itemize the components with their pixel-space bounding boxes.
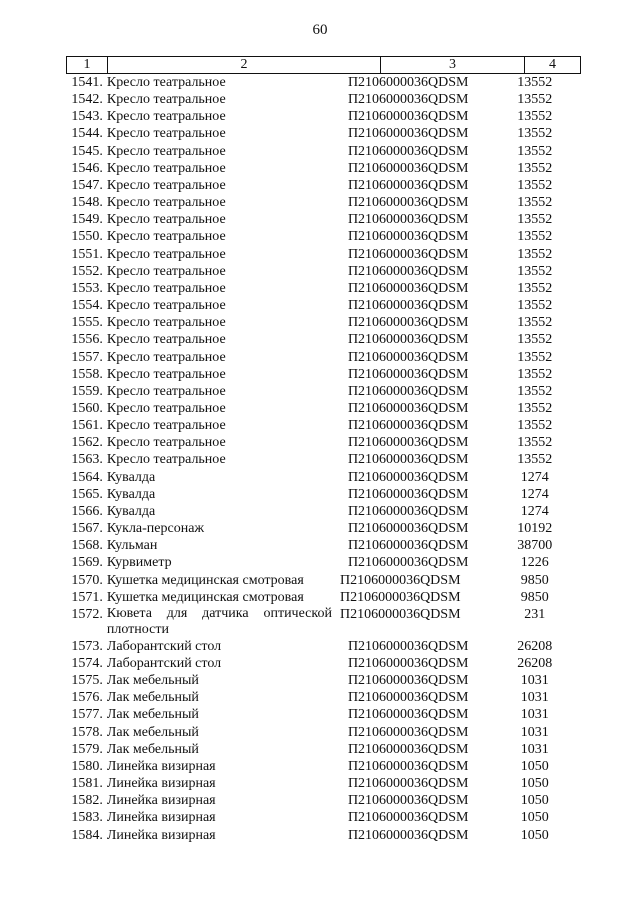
item-code: П2106000036QDSM — [347, 383, 469, 399]
table-row — [66, 366, 581, 383]
table-body — [66, 74, 581, 844]
item-name: Кушетка медицинская смотровая — [106, 589, 304, 605]
item-name: Лак мебельный — [106, 741, 199, 757]
item-value: 1031 — [520, 690, 549, 706]
item-code: П2106000036QDSM — [347, 555, 469, 571]
item-name: Кресло театральное — [106, 92, 226, 108]
table-row — [66, 792, 581, 809]
item-value: 13552 — [517, 75, 553, 90]
row-number: 1553. — [71, 280, 103, 296]
table-row — [66, 469, 581, 486]
item-name: Лаборантский стол — [106, 638, 222, 654]
table-row — [66, 520, 581, 537]
row-number: 1573. — [71, 638, 103, 654]
item-code: П2106000036QDSM — [347, 143, 469, 159]
item-code: П2106000036QDSM — [347, 810, 469, 826]
item-code: П2106000036QDSM — [347, 656, 469, 671]
item-name: Кресло театральное — [106, 315, 226, 331]
item-value: 13552 — [517, 366, 553, 382]
item-value: 1031 — [520, 673, 549, 689]
item-value: 9850 — [520, 572, 549, 588]
table-row — [66, 74, 581, 91]
item-code: П2106000036QDSM — [347, 827, 469, 843]
row-number: 1551. — [71, 246, 103, 262]
item-value: 13552 — [517, 435, 553, 451]
item-value: 13552 — [517, 177, 553, 193]
item-value: 13552 — [517, 452, 553, 468]
item-value: 1050 — [520, 758, 549, 774]
table-row — [66, 775, 581, 792]
item-name: Кувалда — [106, 486, 156, 502]
table-row — [66, 417, 581, 434]
item-code: П2106000036QDSM — [347, 366, 469, 382]
item-value: 1050 — [520, 776, 549, 792]
item-name: Кресло театральное — [106, 177, 226, 193]
item-value: 1031 — [520, 724, 549, 740]
item-code: П2106000036QDSM — [347, 195, 469, 211]
item-name: Линейка визирная — [106, 810, 216, 826]
item-name: Кресло театральное — [106, 246, 226, 262]
row-number: 1547. — [71, 177, 103, 193]
item-code: П2106000036QDSM — [347, 349, 469, 365]
item-code: П2106000036QDSM — [347, 418, 469, 434]
item-value: 1226 — [520, 555, 549, 571]
item-code: П2106000036QDSM — [347, 707, 469, 723]
row-number: 1544. — [71, 126, 103, 142]
item-name: Кресло театральное — [106, 332, 226, 348]
item-name: Лаборантский стол — [106, 656, 222, 671]
item-value: 13552 — [517, 109, 553, 125]
item-code: П2106000036QDSM — [347, 332, 469, 348]
item-code: П2106000036QDSM — [347, 486, 469, 502]
item-name: Кресло театральное — [106, 298, 226, 314]
item-code: П2106000036QDSM — [347, 452, 469, 468]
table-row — [66, 331, 581, 348]
row-number: 1583. — [71, 810, 103, 826]
row-number: 1560. — [71, 400, 103, 416]
row-number: 1584. — [71, 827, 103, 843]
row-number: 1559. — [71, 383, 103, 399]
row-number: 1549. — [71, 212, 103, 228]
item-name: Кресло театральное — [106, 195, 226, 211]
table-row — [66, 349, 581, 366]
item-value: 1274 — [520, 469, 549, 485]
item-name: Линейка визирная — [106, 793, 216, 809]
item-value: 13552 — [517, 400, 553, 416]
table-row — [66, 160, 581, 177]
table-row — [66, 741, 581, 758]
item-name: Курвиметр — [106, 555, 172, 571]
item-code: П2106000036QDSM — [347, 263, 469, 279]
row-number: 1541. — [71, 75, 103, 90]
row-number: 1580. — [71, 758, 103, 774]
item-name: Кресло театральное — [106, 263, 226, 279]
item-value: 13552 — [517, 349, 553, 365]
item-code: П2106000036QDSM — [347, 776, 469, 792]
table-row — [66, 246, 581, 263]
table-row — [66, 809, 581, 826]
row-number: 1543. — [71, 109, 103, 125]
table-row — [66, 554, 581, 571]
item-value: 10192 — [517, 521, 553, 537]
row-number: 1570. — [71, 572, 103, 588]
row-number: 1568. — [71, 538, 103, 554]
row-number: 1567. — [71, 521, 103, 537]
item-value: 13552 — [517, 160, 553, 176]
table-row — [66, 537, 581, 554]
item-name: Лак мебельный — [106, 724, 199, 740]
item-name: Кувалда — [106, 503, 156, 519]
table-row — [66, 314, 581, 331]
table-row — [66, 451, 581, 468]
table-header — [66, 56, 581, 74]
row-number: 1554. — [71, 298, 103, 314]
item-value: 13552 — [517, 280, 553, 296]
table-row — [66, 655, 581, 672]
table-row — [66, 383, 581, 400]
item-name: Кресло театральное — [106, 212, 226, 228]
item-name: Кресло театральное — [106, 126, 226, 142]
table-row — [66, 503, 581, 520]
item-value: 13552 — [517, 315, 553, 331]
item-code: П2106000036QDSM — [347, 298, 469, 314]
item-value: 13552 — [517, 263, 553, 279]
item-name: Кювета для датчика оптической плотности — [106, 605, 332, 637]
item-code: П2106000036QDSM — [347, 280, 469, 296]
item-name: Кувалда — [106, 469, 156, 485]
table-row — [66, 400, 581, 417]
item-value: 13552 — [517, 298, 553, 314]
item-code: П2106000036QDSM — [347, 212, 469, 228]
item-code: П2106000036QDSM — [347, 435, 469, 451]
item-value: 1050 — [520, 827, 549, 843]
column-header-2: 2 — [108, 57, 381, 73]
item-name: Кресло театральное — [106, 229, 226, 245]
item-name: Лак мебельный — [106, 707, 199, 723]
row-number: 1574. — [71, 656, 103, 671]
row-number: 1556. — [71, 332, 103, 348]
row-number: 1581. — [71, 776, 103, 792]
item-name: Линейка визирная — [106, 776, 216, 792]
item-code: П2106000036QDSM — [347, 793, 469, 809]
item-value: 13552 — [517, 246, 553, 262]
row-number: 1552. — [71, 263, 103, 279]
item-code: П2106000036QDSM — [347, 315, 469, 331]
item-code: П2106000036QDSM — [347, 724, 469, 740]
column-header-3: 3 — [381, 57, 525, 73]
item-name: Кукла-персонаж — [106, 521, 205, 537]
row-number: 1562. — [71, 435, 103, 451]
row-number: 1563. — [71, 452, 103, 468]
table-row — [66, 589, 581, 606]
item-name: Кресло театральное — [106, 160, 226, 176]
table-row — [66, 125, 581, 142]
row-number: 1565. — [71, 486, 103, 502]
item-value: 13552 — [517, 126, 553, 142]
item-code: П2106000036QDSM — [347, 758, 469, 774]
item-value: 13552 — [517, 383, 553, 399]
item-name: Кресло театральное — [106, 418, 226, 434]
table-row — [66, 211, 581, 228]
item-code: П2106000036QDSM — [347, 538, 469, 554]
item-value: 1050 — [520, 793, 549, 809]
item-value: 38700 — [517, 538, 553, 554]
table-row — [66, 91, 581, 108]
item-code: П2106000036QDSM — [347, 469, 469, 485]
row-number: 1546. — [71, 160, 103, 176]
column-header-4: 4 — [549, 57, 556, 72]
item-value: 231 — [524, 606, 546, 622]
item-code: П2106000036QDSM — [347, 246, 469, 262]
item-value: 1050 — [520, 810, 549, 826]
item-name: Лак мебельный — [106, 673, 199, 689]
item-name: Кресло театральное — [106, 75, 226, 90]
table-row — [66, 724, 581, 741]
item-code: П2106000036QDSM — [347, 741, 469, 757]
item-code: П2106000036QDSM — [347, 92, 469, 108]
item-code: П2106000036QDSM — [347, 673, 469, 689]
row-number: 1550. — [71, 229, 103, 245]
item-code: П2106000036QDSM — [347, 521, 469, 537]
item-name: Кресло театральное — [106, 383, 226, 399]
table-row — [66, 263, 581, 280]
row-number: 1577. — [71, 707, 103, 723]
table-row — [66, 194, 581, 211]
item-value: 9850 — [520, 589, 549, 605]
table-row — [66, 486, 581, 503]
table-row — [66, 143, 581, 160]
item-name: Кресло театральное — [106, 400, 226, 416]
row-number: 1578. — [71, 724, 103, 740]
item-name: Линейка визирная — [106, 758, 216, 774]
row-number: 1548. — [71, 195, 103, 211]
item-code: П2106000036QDSM — [347, 160, 469, 176]
row-number: 1582. — [71, 793, 103, 809]
item-code: П2106000036QDSM — [339, 606, 461, 622]
item-value: 13552 — [517, 229, 553, 245]
table-row — [66, 177, 581, 194]
item-code: П2106000036QDSM — [347, 690, 469, 706]
item-value: 13552 — [517, 418, 553, 434]
item-name: Кресло театральное — [106, 143, 226, 159]
table-row — [66, 280, 581, 297]
table-row — [66, 434, 581, 451]
table-row — [66, 606, 581, 638]
item-name: Кресло театральное — [106, 349, 226, 365]
item-name: Линейка визирная — [106, 827, 216, 843]
row-number: 1545. — [71, 143, 103, 159]
row-number: 1572. — [71, 606, 103, 622]
item-code: П2106000036QDSM — [347, 229, 469, 245]
item-value: 13552 — [517, 332, 553, 348]
table-row — [66, 572, 581, 589]
table-row — [66, 108, 581, 125]
row-number: 1542. — [71, 92, 103, 108]
item-value: 1274 — [520, 503, 549, 519]
table-row — [66, 706, 581, 723]
item-code: П2106000036QDSM — [339, 589, 461, 605]
row-number: 1561. — [71, 418, 103, 434]
item-code: П2106000036QDSM — [347, 503, 469, 519]
item-code: П2106000036QDSM — [339, 572, 461, 588]
item-code: П2106000036QDSM — [347, 75, 469, 90]
row-number: 1571. — [71, 589, 103, 605]
item-code: П2106000036QDSM — [347, 126, 469, 142]
page-number: 60 — [312, 22, 328, 38]
table-row — [66, 758, 581, 775]
row-number: 1579. — [71, 741, 103, 757]
row-number: 1575. — [71, 673, 103, 689]
item-name: Кресло театральное — [106, 435, 226, 451]
item-value: 1031 — [520, 707, 549, 723]
item-value: 26208 — [517, 638, 553, 654]
table-row — [66, 638, 581, 655]
item-code: П2106000036QDSM — [347, 109, 469, 125]
row-number: 1555. — [71, 315, 103, 331]
table-row — [66, 228, 581, 245]
row-number: 1558. — [71, 366, 103, 382]
item-code: П2106000036QDSM — [347, 177, 469, 193]
item-code: П2106000036QDSM — [347, 400, 469, 416]
item-code: П2106000036QDSM — [347, 638, 469, 654]
item-name: Кушетка медицинская смотровая — [106, 572, 304, 588]
item-value: 1274 — [520, 486, 549, 502]
column-header-1: 1 — [67, 57, 108, 73]
row-number: 1569. — [71, 555, 103, 571]
item-name: Лак мебельный — [106, 690, 199, 706]
item-name: Кресло театральное — [106, 109, 226, 125]
item-name: Кресло театральное — [106, 280, 226, 296]
table-row — [66, 689, 581, 706]
row-number: 1566. — [71, 503, 103, 519]
item-value: 1031 — [520, 741, 549, 757]
item-name: Кресло театральное — [106, 452, 226, 468]
item-value: 26208 — [517, 656, 553, 671]
item-value: 13552 — [517, 92, 553, 108]
item-value: 13552 — [517, 212, 553, 228]
row-number: 1557. — [71, 349, 103, 365]
item-name: Кресло театральное — [106, 366, 226, 382]
table-row — [66, 827, 581, 844]
inventory-table — [66, 56, 581, 844]
table-row — [66, 672, 581, 689]
table-row — [66, 297, 581, 314]
item-value: 13552 — [517, 143, 553, 159]
item-name: Кульман — [106, 538, 158, 554]
row-number: 1564. — [71, 469, 103, 485]
row-number: 1576. — [71, 690, 103, 706]
item-value: 13552 — [517, 195, 553, 211]
